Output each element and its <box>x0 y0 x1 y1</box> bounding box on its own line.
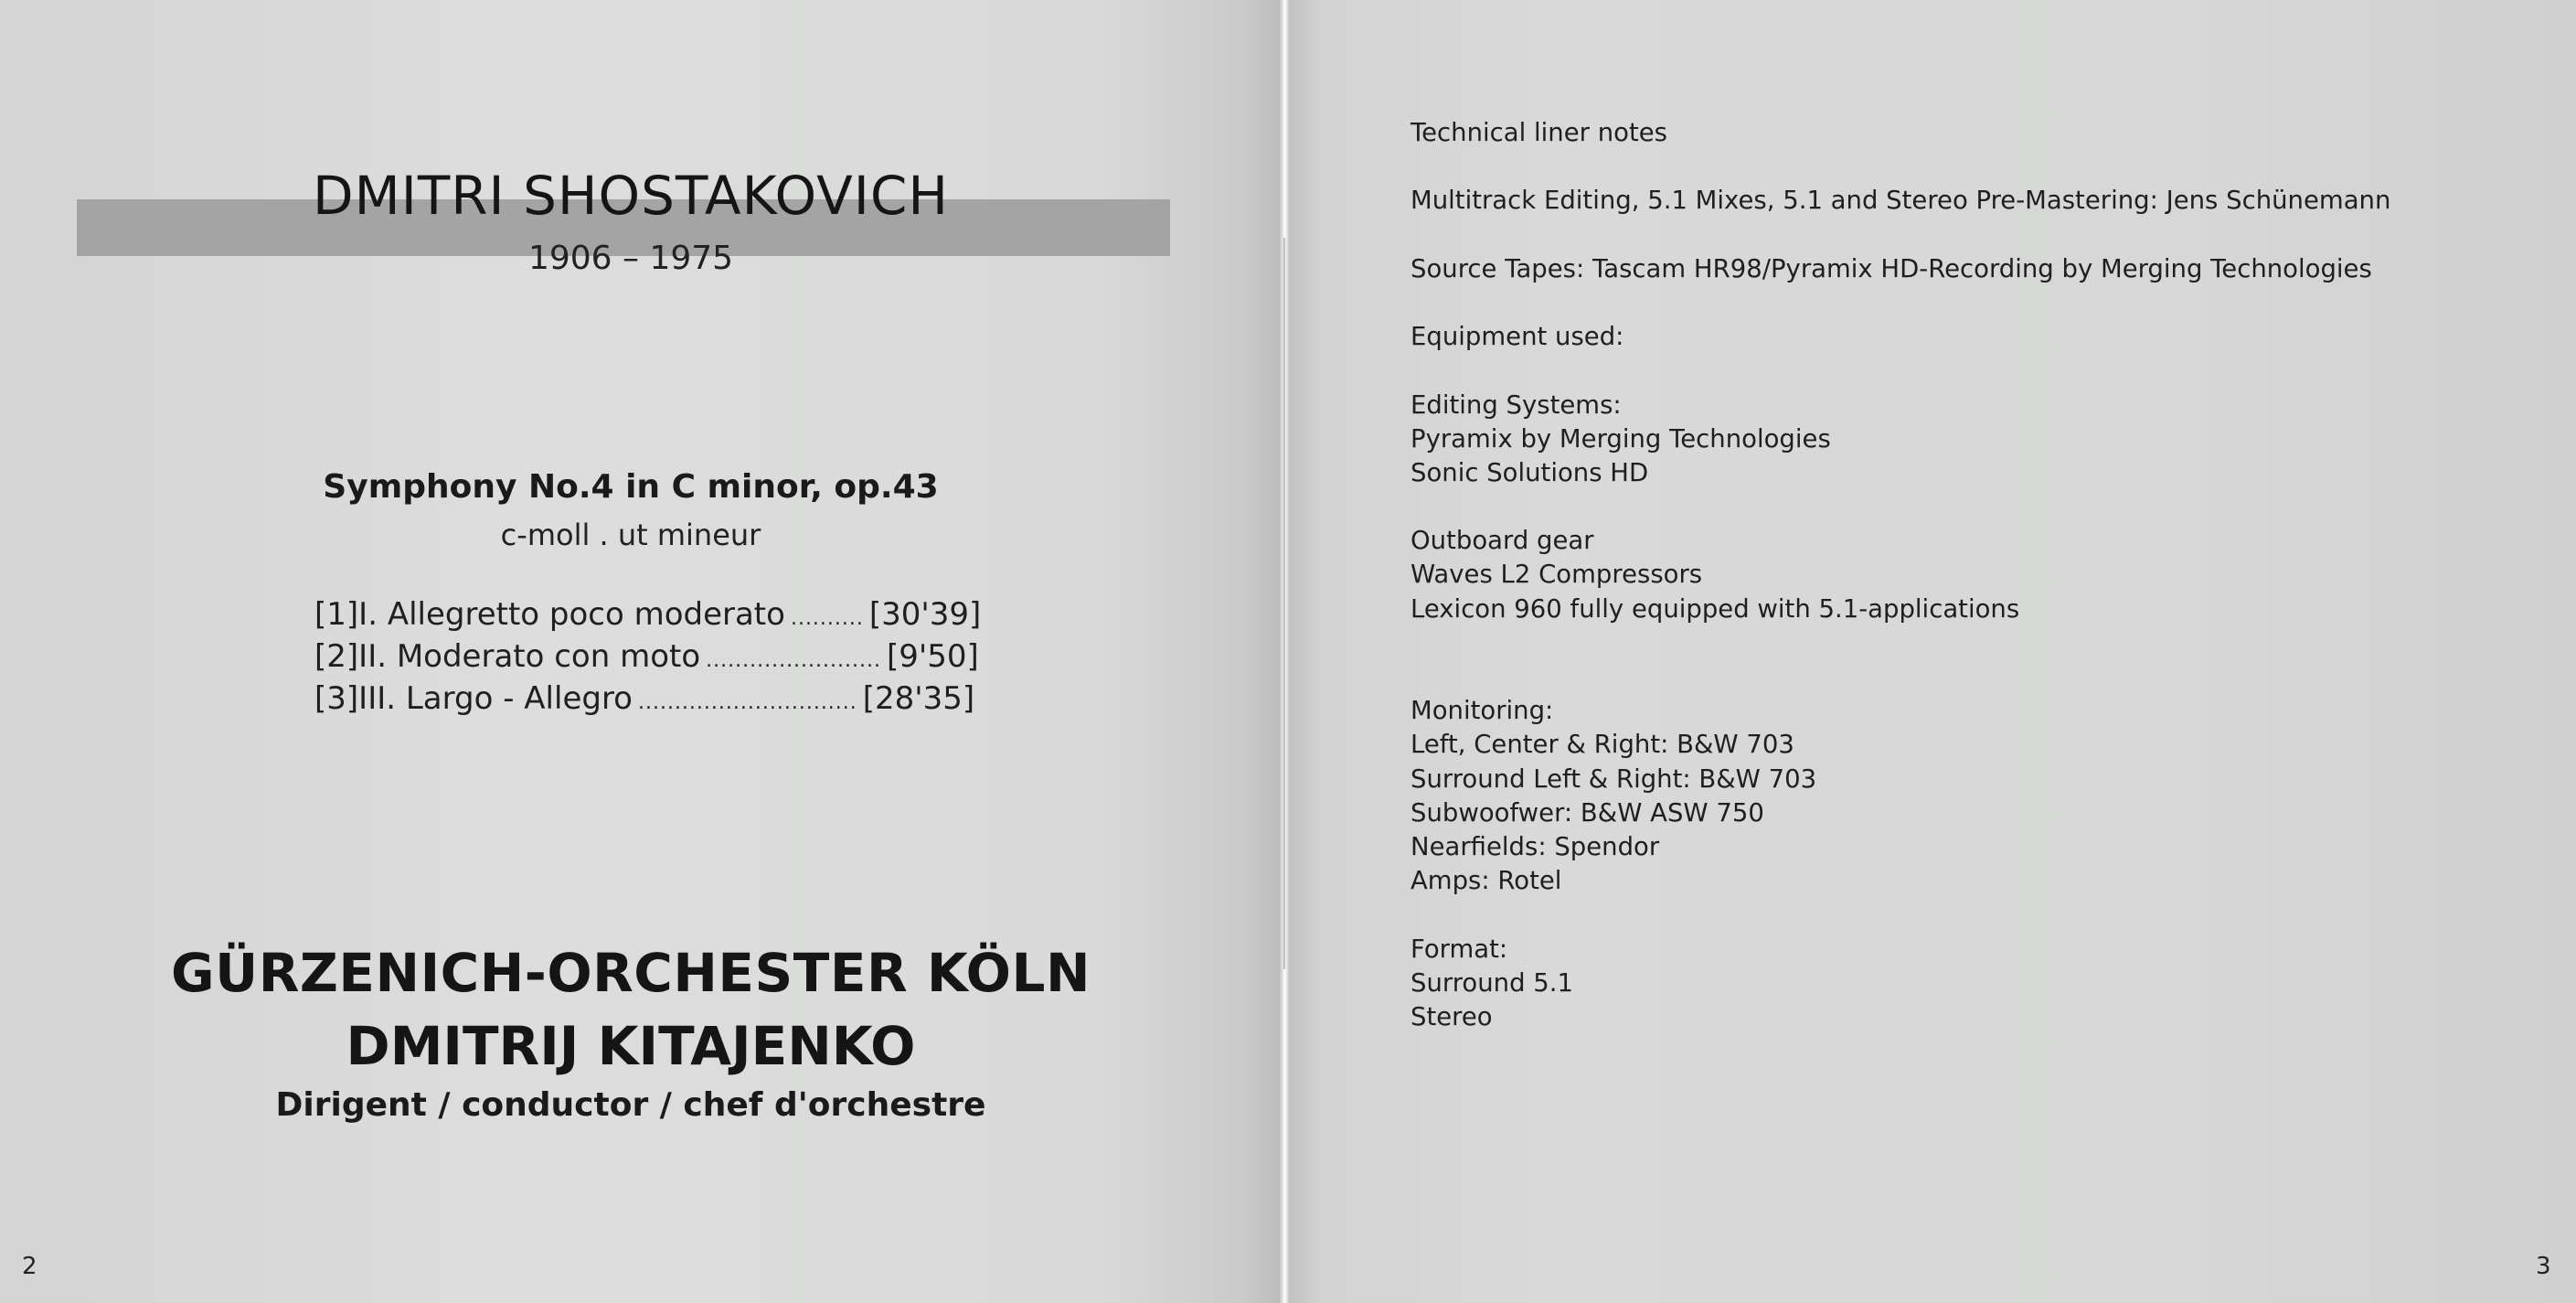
editing-system-item: Sonic Solutions HD <box>1410 457 1649 487</box>
track-item <box>314 596 982 638</box>
track-duration: [28'35] <box>862 680 975 717</box>
monitoring-item: Nearfields: Spendor <box>1410 831 1660 861</box>
monitoring-item: Amps: Rotel <box>1410 866 1562 896</box>
monitoring-heading: Monitoring: <box>1410 696 1554 726</box>
track-item <box>314 680 975 722</box>
editing-systems-heading: Editing Systems: <box>1410 390 1622 420</box>
gutter-crease <box>1283 238 1285 969</box>
monitoring-item: Subwoofwer: B&W ASW 750 <box>1410 797 1764 828</box>
track-list <box>314 596 982 722</box>
monitoring-item: Left, Center & Right: B&W 703 <box>1410 730 1794 760</box>
editing-system-item: Pyramix by Merging Technologies <box>1410 423 1831 454</box>
track-number: [3] <box>314 680 359 717</box>
composer-name: DMITRI SHOSTAKOVICH <box>313 165 949 227</box>
track-leader-dots: ........................ <box>706 649 881 672</box>
track-title: II. Moderato con moto <box>358 638 701 675</box>
page-number-left: 2 <box>22 1253 37 1280</box>
page-number-right: 3 <box>2536 1253 2551 1280</box>
track-leader-dots: .............................. <box>637 691 857 714</box>
track-number: [2] <box>314 638 359 675</box>
format-heading: Format: <box>1410 934 1508 964</box>
composer-dates: 1906 – 1975 <box>527 240 734 277</box>
orchestra-name: GÜRZENICH-ORCHESTER KÖLN <box>171 942 1091 1004</box>
technical-notes <box>1410 116 2489 1034</box>
track-duration: [9'50] <box>886 638 979 675</box>
outboard-gear-item: Lexicon 960 fully equipped with 5.1-applications <box>1410 593 2020 624</box>
conductor-name: DMITRIJ KITAJENKO <box>346 1015 916 1077</box>
track-title: III. Largo - Allegro <box>358 680 633 717</box>
track-item <box>314 638 979 680</box>
monitoring-item: Surround Left & Right: B&W 703 <box>1410 764 1817 794</box>
symphony-title: Symphony No.4 in C minor, op.43 <box>323 468 939 506</box>
track-number: [1] <box>314 596 359 633</box>
left-page <box>0 0 1284 1303</box>
outboard-gear-item: Waves L2 Compressors <box>1410 560 1703 590</box>
track-leader-dots: .......... <box>790 607 864 630</box>
editing-credit: Multitrack Editing, 5.1 Mixes, 5.1 and Stereo Pre-Mastering: Jens Schünemann <box>1410 186 2391 216</box>
source-tapes: Source Tapes: Tascam HR98/Pyramix HD-Recording by Merging Technologies <box>1410 253 2372 283</box>
outboard-gear-heading: Outboard gear <box>1410 526 1594 556</box>
format-item: Stereo <box>1410 1001 1493 1031</box>
track-title: I. Allegretto poco moderato <box>358 596 785 633</box>
equipment-used-heading: Equipment used: <box>1410 322 1624 352</box>
notes-heading: Technical liner notes <box>1410 118 1667 147</box>
track-duration: [30'39] <box>868 596 982 633</box>
conductor-role: Dirigent / conductor / chef d'orchestre <box>275 1086 986 1124</box>
key-translations: c-moll . ut mineur <box>500 518 761 552</box>
format-item: Surround 5.1 <box>1410 967 1574 998</box>
